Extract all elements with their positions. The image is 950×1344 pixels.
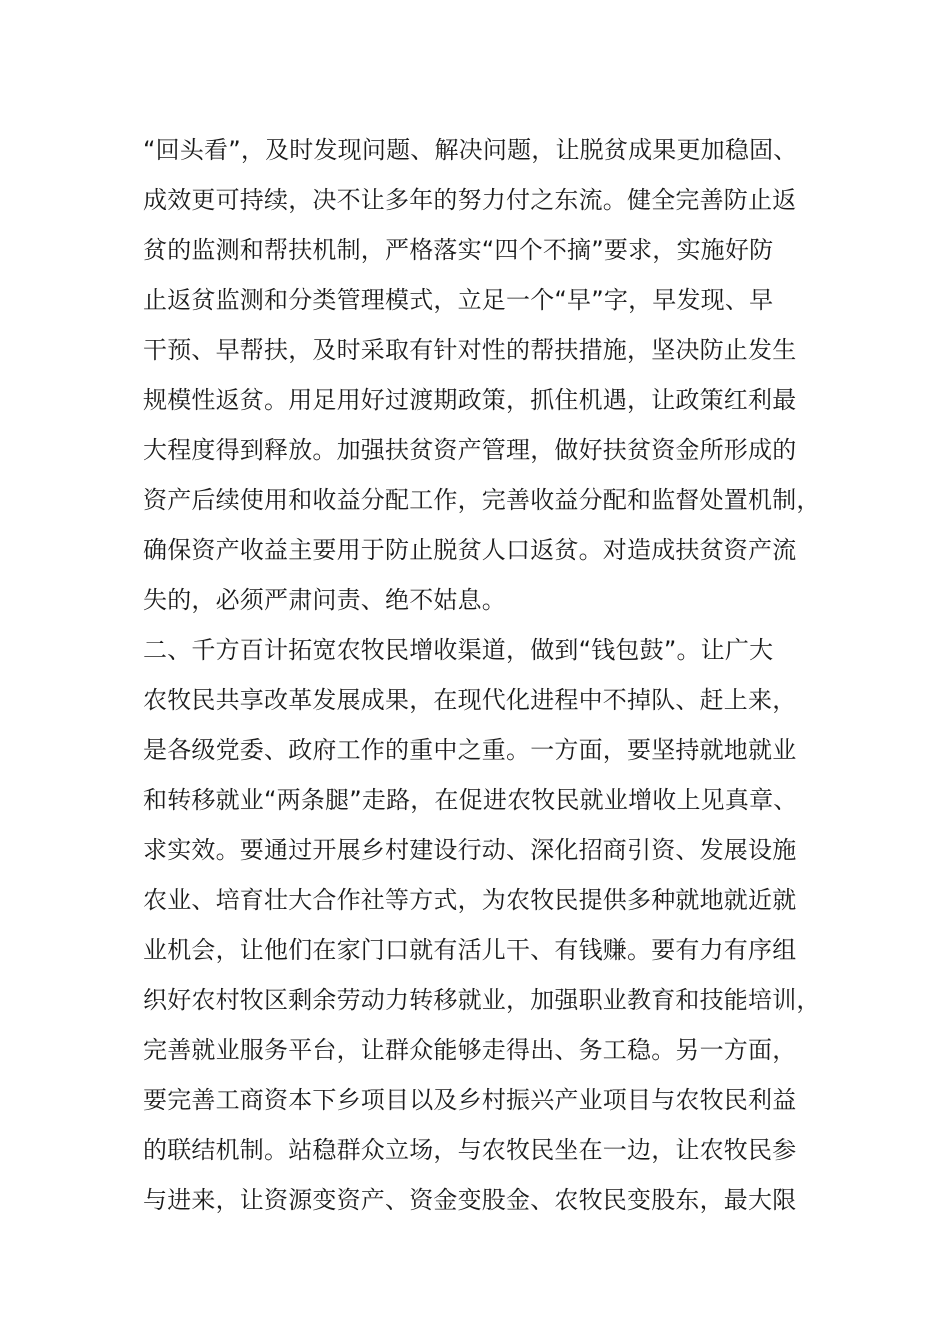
text-line: 织好农村牧区剩余劳动力转移就业，加强职业教育和技能培训， bbox=[143, 986, 821, 1014]
text-line: 求实效。要通过开展乡村建设行动、深化招商引资、发展设施 bbox=[143, 836, 797, 864]
text-line: 资产后续使用和收益分配工作，完善收益分配和监督处置机制， bbox=[143, 486, 821, 514]
text-line: 规模性返贫。用足用好过渡期政策，抓住机遇，让政策红利最 bbox=[143, 386, 797, 414]
text-line: “回头看”，及时发现问题、解决问题，让脱贫成果更加稳固、 bbox=[143, 136, 798, 164]
text-line: 业机会，让他们在家门口就有活儿干、有钱赚。要有力有序组 bbox=[143, 936, 797, 964]
text-line: 贫的监测和帮扶机制，严格落实“四个不摘”要求，实施好防 bbox=[143, 236, 774, 264]
text-line: 止返贫监测和分类管理模式，立足一个“早”字，早发现、早 bbox=[143, 286, 774, 314]
body-text bbox=[143, 125, 843, 1225]
text-line: 与进来，让资源变资产、资金变股金、农牧民变股东，最大限 bbox=[143, 1186, 797, 1214]
text-line: 是各级党委、政府工作的重中之重。一方面，要坚持就地就业 bbox=[143, 736, 797, 764]
text-line: 的联结机制。站稳群众立场，与农牧民坐在一边，让农牧民参 bbox=[143, 1136, 797, 1164]
text-line: 要完善工商资本下乡项目以及乡村振兴产业项目与农牧民利益 bbox=[143, 1086, 797, 1114]
text-line: 失的，必须严肃问责、绝不姑息。 bbox=[143, 586, 506, 614]
text-line: 完善就业服务平台，让群众能够走得出、务工稳。另一方面， bbox=[143, 1036, 797, 1064]
text-line: 农业、培育壮大合作社等方式，为农牧民提供多种就地就近就 bbox=[143, 886, 797, 914]
text-line: 确保资产收益主要用于防止脱贫人口返贫。对造成扶贫资产流 bbox=[143, 536, 797, 564]
text-line: 成效更可持续，决不让多年的努力付之东流。健全完善防止返 bbox=[143, 186, 797, 214]
text-line: 农牧民共享改革发展成果，在现代化进程中不掉队、赶上来， bbox=[143, 686, 797, 714]
text-line: 和转移就业“两条腿”走路，在促进农牧民就业增收上见真章、 bbox=[143, 786, 798, 814]
text-line: 干预、早帮扶，及时采取有针对性的帮扶措施，坚决防止发生 bbox=[143, 336, 797, 364]
section-heading-line: 二、千方百计拓宽农牧民增收渠道，做到“钱包鼓”。让广大 bbox=[143, 636, 774, 664]
text-line: 大程度得到释放。加强扶贫资产管理，做好扶贫资金所形成的 bbox=[143, 436, 797, 464]
